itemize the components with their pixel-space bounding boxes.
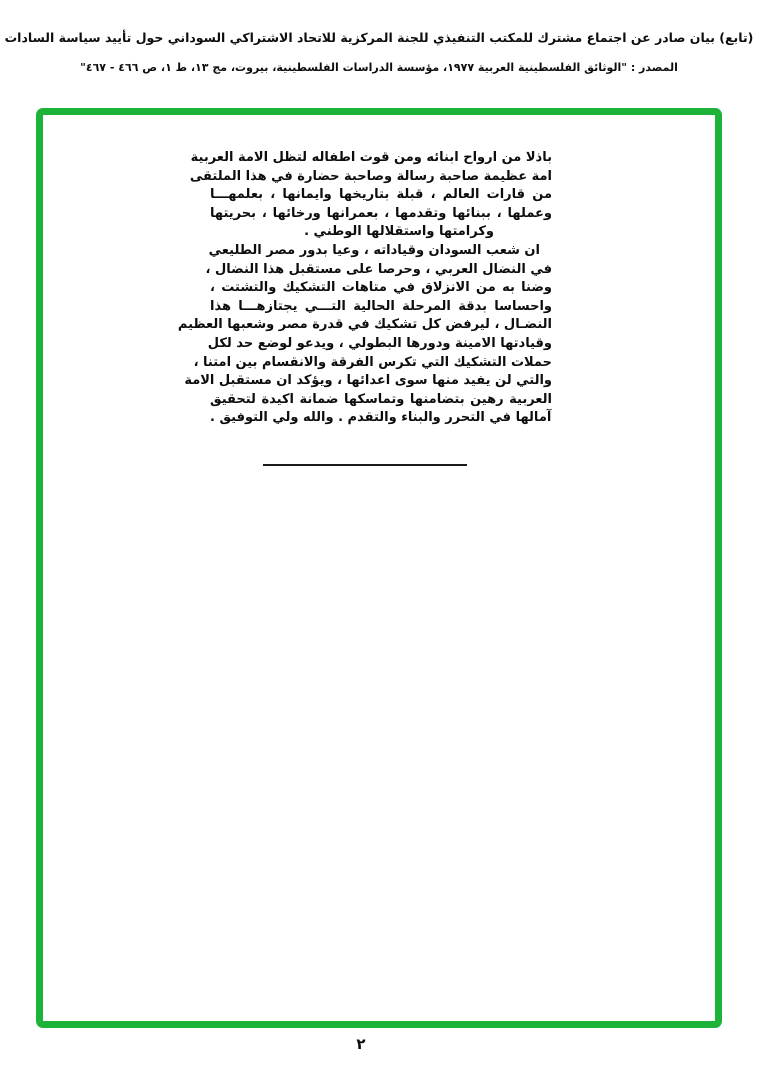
text-line: ان شعب السودان وقياداته ، وعيا بدور مصر الطليعي	[208, 242, 540, 258]
text-line: والتي لن يفيد منها سوى اعدائها ، ويؤكد ان مستقبل الامة	[184, 373, 552, 389]
document-title: (تابع) بيان صادر عن اجتماع مشترك للمكتب التنفيذي للجنة المركزية للاتحاد الاشتراكي السوداني حول تأييد سياسة السادات	[4, 30, 754, 45]
divider-line	[263, 464, 467, 466]
text-line: النضـال ، ليرفض كل تشكيك في قدرة مصر وشعبها العظيم	[177, 317, 552, 333]
text-line: حملات التشكيك التي تكرس الفرقة والانقسام بين امتنا ،	[193, 354, 552, 370]
text-line: من قارات العالم ، قبلة بتاريخها وايمانها ، بعلمهـــا	[210, 187, 552, 203]
text-line: وكرامتها واستقلالها الوطني .	[304, 224, 494, 240]
text-line: واحساسا بدقة المرحلة الحالية التـــي يجتازهـــا هذا	[210, 298, 552, 314]
text-line: العربية رهين بتضامنها وتماسكها ضمانة اكيدة لتحقيق	[210, 391, 552, 407]
text-line: وقيادتها الامينة ودورها البطولي ، ويدعو لوضع حد لكل	[207, 335, 552, 351]
document-source-citation: المصدر : "الوثائق الفلسطينية العربية ١٩٧٧، مؤسسة الدراسات الفلسطينية، بيروت، مج ١٣، ط ١، ص ٤٦٦ - ٤٦٧"	[80, 61, 678, 74]
paragraph	[177, 242, 552, 428]
text-line: وعملها ، ببنائها وتقدمها ، بعمرانها ورخائها ، بحريتها	[210, 205, 552, 221]
page-number: ٢	[356, 1035, 366, 1053]
text-line: في النضال العربي ، وحرصا على مستقبل هذا النضال ،	[205, 261, 552, 277]
text-line: آمالها في التحرر والبناء والتقدم . والله ولي التوفيق .	[210, 410, 552, 426]
text-line: وضنا به من الانزلاق في متاهات التشكيك والتشتت ،	[210, 280, 552, 296]
text-line: امة عظيمة صاحبة رسالة وصاحبة حضارة في هذا الملتقى	[189, 168, 552, 184]
body-text	[177, 149, 552, 428]
text-line: باذلا من ارواح ابنائه ومن قوت اطفاله لتظل الامة العربية	[190, 150, 552, 165]
paragraph	[189, 149, 552, 242]
